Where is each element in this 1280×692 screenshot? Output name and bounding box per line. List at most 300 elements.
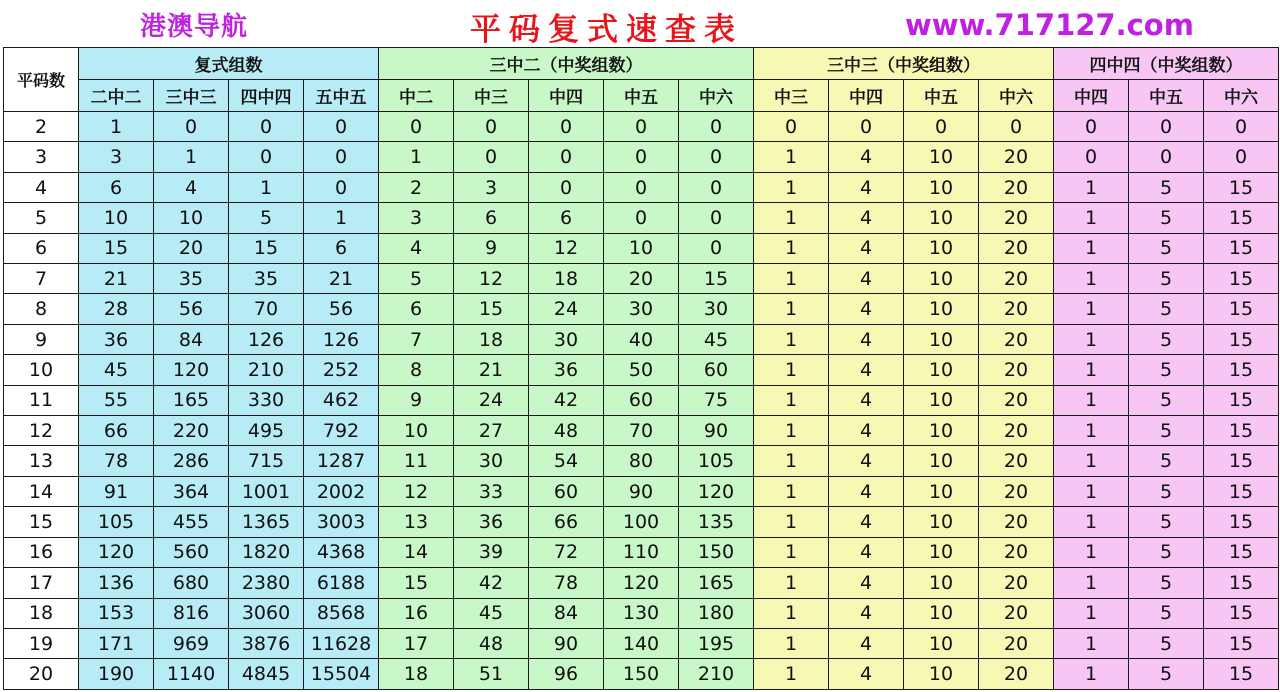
column-header: 中六 (679, 80, 754, 112)
table-row (4, 264, 1279, 294)
table-cell: 55 (79, 385, 154, 415)
table-cell: 15 (379, 568, 454, 598)
row-label-cell: 5 (4, 203, 79, 233)
table-cell: 4 (829, 446, 904, 476)
table-cell: 15 (1204, 264, 1279, 294)
table-cell: 0 (154, 112, 229, 142)
table-cell: 0 (604, 203, 679, 233)
table-cell: 126 (229, 324, 304, 354)
table-cell: 4 (829, 355, 904, 385)
table-cell: 0 (304, 172, 379, 202)
table-cell: 20 (979, 628, 1054, 658)
table-cell: 6188 (304, 568, 379, 598)
table-cell: 4 (829, 203, 904, 233)
table-cell: 51 (454, 659, 529, 690)
table-cell: 28 (79, 294, 154, 324)
table-row (4, 476, 1279, 506)
table-cell: 0 (1054, 142, 1129, 172)
table-cell: 1 (1054, 507, 1129, 537)
table-cell: 96 (529, 659, 604, 690)
table-row (4, 142, 1279, 172)
table-cell: 12 (454, 264, 529, 294)
table-cell: 6 (454, 203, 529, 233)
table-cell: 30 (454, 446, 529, 476)
table-cell: 136 (79, 568, 154, 598)
table-body (4, 112, 1279, 690)
table-cell: 5 (229, 203, 304, 233)
table-cell: 17 (379, 628, 454, 658)
table-cell: 27 (454, 416, 529, 446)
table-cell: 0 (529, 112, 604, 142)
table-cell: 72 (529, 537, 604, 567)
table-cell: 210 (229, 355, 304, 385)
table-cell: 1 (1054, 294, 1129, 324)
table-cell: 42 (529, 385, 604, 415)
table-cell: 45 (79, 355, 154, 385)
table-cell: 15 (1204, 537, 1279, 567)
table-cell: 4 (154, 172, 229, 202)
row-label-cell: 14 (4, 476, 79, 506)
table-cell: 330 (229, 385, 304, 415)
table-row (4, 598, 1279, 628)
table-cell: 5 (1129, 416, 1204, 446)
table-cell: 150 (604, 659, 679, 690)
table-cell: 11 (379, 446, 454, 476)
table-cell: 20 (979, 446, 1054, 476)
table-cell: 10 (904, 507, 979, 537)
table-cell: 5 (1129, 264, 1204, 294)
table-cell: 286 (154, 446, 229, 476)
table-cell: 792 (304, 416, 379, 446)
table-cell: 70 (229, 294, 304, 324)
table-cell: 0 (1129, 142, 1204, 172)
table-row (4, 628, 1279, 658)
table-cell: 4 (829, 628, 904, 658)
table-cell: 80 (604, 446, 679, 476)
table-cell: 5 (1129, 659, 1204, 690)
table-cell: 6 (79, 172, 154, 202)
table-cell: 9 (379, 385, 454, 415)
table-cell: 3 (454, 172, 529, 202)
table-cell: 1 (1054, 324, 1129, 354)
table-cell: 5 (1129, 233, 1204, 263)
table-cell: 36 (79, 324, 154, 354)
table-cell: 105 (79, 507, 154, 537)
column-header: 五中五 (304, 80, 379, 112)
table-cell: 165 (154, 385, 229, 415)
table-cell: 6 (379, 294, 454, 324)
table-cell: 20 (979, 142, 1054, 172)
table-cell: 10 (904, 172, 979, 202)
column-header: 中四 (1054, 80, 1129, 112)
table-cell: 13 (379, 507, 454, 537)
table-cell: 10 (904, 142, 979, 172)
table-cell: 1 (1054, 385, 1129, 415)
table-cell: 48 (454, 628, 529, 658)
table-cell: 0 (604, 112, 679, 142)
table-cell: 6 (529, 203, 604, 233)
table-cell: 210 (679, 659, 754, 690)
table-cell: 150 (679, 537, 754, 567)
table-cell: 24 (454, 385, 529, 415)
column-header: 中三 (754, 80, 829, 112)
table-cell: 20 (979, 203, 1054, 233)
row-header-cell: 平码数 (4, 48, 79, 112)
table-cell: 0 (1129, 112, 1204, 142)
table-cell: 4 (379, 233, 454, 263)
table-cell: 105 (679, 446, 754, 476)
column-header: 中四 (829, 80, 904, 112)
table-cell: 364 (154, 476, 229, 506)
table-cell: 5 (379, 264, 454, 294)
table-cell: 20 (979, 355, 1054, 385)
table-cell: 36 (529, 355, 604, 385)
table-cell: 20 (979, 172, 1054, 202)
table-cell: 60 (679, 355, 754, 385)
table-row (4, 568, 1279, 598)
table-cell: 4 (829, 507, 904, 537)
table-cell: 15 (1204, 324, 1279, 354)
table-cell: 10 (904, 233, 979, 263)
column-header-row (4, 80, 1279, 112)
table-cell: 15 (1204, 568, 1279, 598)
row-label-cell: 3 (4, 142, 79, 172)
table-cell: 4 (829, 142, 904, 172)
table-row (4, 416, 1279, 446)
table-cell: 8 (379, 355, 454, 385)
table-cell: 1 (1054, 568, 1129, 598)
table-cell: 4 (829, 416, 904, 446)
row-label-cell: 11 (4, 385, 79, 415)
table-cell: 130 (604, 598, 679, 628)
table-cell: 0 (904, 112, 979, 142)
table-cell: 5 (1129, 598, 1204, 628)
table-cell: 10 (904, 203, 979, 233)
table-cell: 8568 (304, 598, 379, 628)
table-cell: 1 (1054, 537, 1129, 567)
table-cell: 1 (154, 142, 229, 172)
table-cell: 24 (529, 294, 604, 324)
table-cell: 1 (1054, 233, 1129, 263)
table-cell: 4 (829, 294, 904, 324)
table-cell: 20 (979, 385, 1054, 415)
table-cell: 18 (454, 324, 529, 354)
table-cell: 5 (1129, 385, 1204, 415)
table-cell: 1 (304, 203, 379, 233)
table-cell: 171 (79, 628, 154, 658)
table-cell: 120 (79, 537, 154, 567)
table-cell: 4 (829, 385, 904, 415)
table-cell: 1 (754, 142, 829, 172)
column-header: 中五 (604, 80, 679, 112)
table-cell: 1287 (304, 446, 379, 476)
table-cell: 220 (154, 416, 229, 446)
table-cell: 84 (529, 598, 604, 628)
table-row (4, 294, 1279, 324)
table-cell: 455 (154, 507, 229, 537)
row-label-cell: 15 (4, 507, 79, 537)
table-cell: 1140 (154, 659, 229, 690)
table-cell: 0 (229, 142, 304, 172)
table-cell: 10 (904, 385, 979, 415)
column-header: 中六 (979, 80, 1054, 112)
table-cell: 4 (829, 659, 904, 690)
row-label-cell: 16 (4, 537, 79, 567)
brand-name[interactable]: 港澳导航 (140, 12, 249, 42)
table-cell: 1 (754, 294, 829, 324)
table-cell: 0 (1054, 112, 1129, 142)
table-row (4, 172, 1279, 202)
table-cell: 10 (904, 659, 979, 690)
table-row (4, 507, 1279, 537)
table-cell: 4 (829, 568, 904, 598)
table-cell: 91 (79, 476, 154, 506)
table-cell: 10 (379, 416, 454, 446)
table-cell: 126 (304, 324, 379, 354)
table-cell: 20 (979, 294, 1054, 324)
table-cell: 5 (1129, 324, 1204, 354)
row-label-cell: 13 (4, 446, 79, 476)
table-cell: 78 (79, 446, 154, 476)
table-cell: 120 (679, 476, 754, 506)
table-cell: 18 (529, 264, 604, 294)
table-cell: 1 (754, 203, 829, 233)
table-cell: 30 (529, 324, 604, 354)
table-cell: 90 (679, 416, 754, 446)
table-cell: 153 (79, 598, 154, 628)
table-cell: 462 (304, 385, 379, 415)
table-cell: 3876 (229, 628, 304, 658)
table-cell: 10 (904, 598, 979, 628)
table-cell: 15 (1204, 416, 1279, 446)
table-cell: 969 (154, 628, 229, 658)
table-cell: 15 (1204, 476, 1279, 506)
table-cell: 1 (754, 659, 829, 690)
header (0, 0, 1280, 47)
table-cell: 10 (604, 233, 679, 263)
table-cell: 100 (604, 507, 679, 537)
group-header: 三中二（中奖组数） (379, 48, 754, 80)
row-label-cell: 9 (4, 324, 79, 354)
table-cell: 1 (754, 537, 829, 567)
table-cell: 4 (829, 324, 904, 354)
table-row (4, 233, 1279, 263)
table-cell: 5 (1129, 355, 1204, 385)
table-cell: 6 (304, 233, 379, 263)
table-cell: 15 (1204, 203, 1279, 233)
table-row (4, 112, 1279, 142)
table-cell: 42 (454, 568, 529, 598)
table-cell: 2002 (304, 476, 379, 506)
table-cell: 5 (1129, 537, 1204, 567)
table-cell: 1 (754, 172, 829, 202)
table-cell: 1 (1054, 172, 1129, 202)
table-cell: 3 (79, 142, 154, 172)
table-cell: 21 (79, 264, 154, 294)
table-cell: 10 (154, 203, 229, 233)
table-cell: 10 (904, 476, 979, 506)
table-cell: 15 (1204, 628, 1279, 658)
table-cell: 66 (79, 416, 154, 446)
table-cell: 1 (754, 446, 829, 476)
table-cell: 1 (754, 416, 829, 446)
table-cell: 0 (604, 142, 679, 172)
table-cell: 18 (379, 659, 454, 690)
table-cell: 715 (229, 446, 304, 476)
table-cell: 39 (454, 537, 529, 567)
table-cell: 4368 (304, 537, 379, 567)
table-cell: 180 (679, 598, 754, 628)
table-cell: 90 (604, 476, 679, 506)
table-cell: 10 (79, 203, 154, 233)
row-label-cell: 10 (4, 355, 79, 385)
table-cell: 10 (904, 568, 979, 598)
table-cell: 2380 (229, 568, 304, 598)
table-cell: 56 (154, 294, 229, 324)
table-cell: 0 (604, 172, 679, 202)
table-cell: 1820 (229, 537, 304, 567)
table-cell: 10 (904, 416, 979, 446)
column-header: 中五 (904, 80, 979, 112)
table-cell: 190 (79, 659, 154, 690)
table-cell: 4 (829, 476, 904, 506)
table-cell: 14 (379, 537, 454, 567)
row-label-cell: 8 (4, 294, 79, 324)
table-cell: 0 (529, 142, 604, 172)
table-cell: 195 (679, 628, 754, 658)
row-label-cell: 19 (4, 628, 79, 658)
table-cell: 20 (979, 598, 1054, 628)
table-cell: 15 (454, 294, 529, 324)
column-header: 中五 (1129, 80, 1204, 112)
table-cell: 4 (829, 264, 904, 294)
table-cell: 30 (604, 294, 679, 324)
table-cell: 66 (529, 507, 604, 537)
table-cell: 30 (679, 294, 754, 324)
table-cell: 165 (679, 568, 754, 598)
table-cell: 1 (754, 568, 829, 598)
table-cell: 5 (1129, 172, 1204, 202)
page-title: 平码复式速查表 (470, 12, 743, 48)
table-cell: 10 (904, 264, 979, 294)
table-cell: 1001 (229, 476, 304, 506)
table-cell: 15 (1204, 385, 1279, 415)
table-cell: 15 (679, 264, 754, 294)
table-cell: 20 (979, 507, 1054, 537)
table-cell: 20 (979, 568, 1054, 598)
table-cell: 10 (904, 537, 979, 567)
table-cell: 120 (154, 355, 229, 385)
table-cell: 40 (604, 324, 679, 354)
table-cell: 0 (304, 112, 379, 142)
table-cell: 48 (529, 416, 604, 446)
table-cell: 12 (529, 233, 604, 263)
table-cell: 20 (979, 476, 1054, 506)
table-cell: 0 (679, 233, 754, 263)
table-cell: 1 (1054, 598, 1129, 628)
table-cell: 15 (1204, 172, 1279, 202)
table-cell: 0 (304, 142, 379, 172)
table-cell: 2 (379, 172, 454, 202)
table-cell: 60 (529, 476, 604, 506)
table-row (4, 324, 1279, 354)
table-cell: 3 (379, 203, 454, 233)
table-cell: 15 (79, 233, 154, 263)
table-cell: 5 (1129, 294, 1204, 324)
row-label-cell: 7 (4, 264, 79, 294)
table-row (4, 203, 1279, 233)
table-cell: 1 (229, 172, 304, 202)
table-cell: 0 (679, 172, 754, 202)
table-cell: 15 (1204, 446, 1279, 476)
table-cell: 90 (529, 628, 604, 658)
table-cell: 495 (229, 416, 304, 446)
table-cell: 1 (1054, 416, 1129, 446)
table-cell: 60 (604, 385, 679, 415)
group-header-row (4, 48, 1279, 80)
table-cell: 1 (754, 628, 829, 658)
table-cell: 1 (1054, 203, 1129, 233)
table-cell: 21 (454, 355, 529, 385)
table-cell: 78 (529, 568, 604, 598)
table-row (4, 385, 1279, 415)
table-cell: 0 (754, 112, 829, 142)
table-cell: 1 (79, 112, 154, 142)
table-cell: 16 (379, 598, 454, 628)
group-header: 三中三（中奖组数） (754, 48, 1054, 80)
group-header: 复式组数 (79, 48, 379, 80)
table-cell: 20 (979, 264, 1054, 294)
table-cell: 0 (679, 142, 754, 172)
table-cell: 4845 (229, 659, 304, 690)
table-cell: 252 (304, 355, 379, 385)
table-cell: 20 (979, 416, 1054, 446)
table-cell: 1 (754, 355, 829, 385)
table-cell: 20 (154, 233, 229, 263)
table-cell: 15 (1204, 659, 1279, 690)
table-row (4, 659, 1279, 690)
site-url[interactable]: www.717127.com (905, 8, 1194, 42)
table-cell: 1 (1054, 476, 1129, 506)
table-cell: 1 (754, 233, 829, 263)
row-label-cell: 12 (4, 416, 79, 446)
column-header: 四中四 (229, 80, 304, 112)
table-cell: 33 (454, 476, 529, 506)
table-cell: 5 (1129, 476, 1204, 506)
table-cell: 5 (1129, 568, 1204, 598)
table-cell: 0 (529, 172, 604, 202)
table-cell: 1 (754, 507, 829, 537)
column-header: 中四 (529, 80, 604, 112)
table-cell: 1 (754, 385, 829, 415)
column-header: 二中二 (79, 80, 154, 112)
table-cell: 3060 (229, 598, 304, 628)
table-cell: 5 (1129, 507, 1204, 537)
table-cell: 816 (154, 598, 229, 628)
table-cell: 1 (1054, 659, 1129, 690)
column-header: 三中三 (154, 80, 229, 112)
table-cell: 110 (604, 537, 679, 567)
table-cell: 0 (454, 112, 529, 142)
table-cell: 140 (604, 628, 679, 658)
table-row (4, 355, 1279, 385)
table-cell: 15 (229, 233, 304, 263)
table-cell: 0 (1204, 112, 1279, 142)
table-cell: 75 (679, 385, 754, 415)
table-cell: 1 (1054, 446, 1129, 476)
table-cell: 1 (754, 324, 829, 354)
table-cell: 0 (979, 112, 1054, 142)
